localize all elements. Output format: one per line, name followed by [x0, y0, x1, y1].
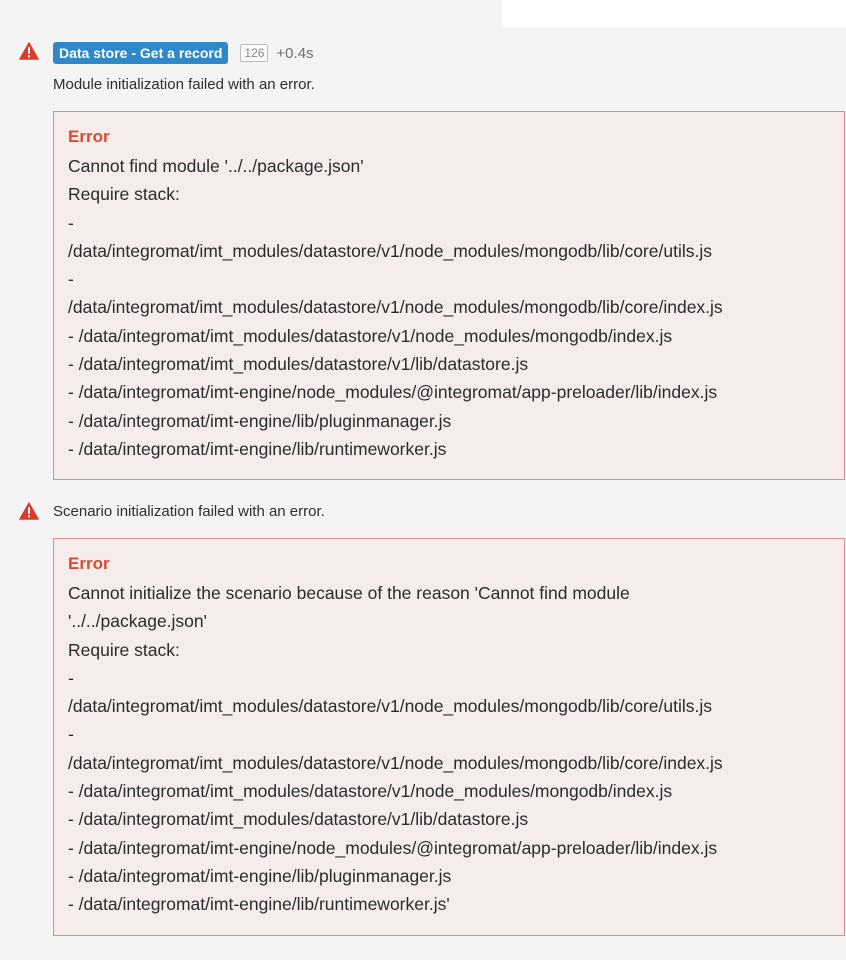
error-line: - /data/integromat/imt-engine/lib/runtimeworker.js [68, 438, 447, 459]
warning-icon [19, 42, 39, 60]
warning-icon [19, 502, 39, 520]
duration-label: +0.4s [276, 44, 314, 62]
scenario-error-box [53, 538, 845, 936]
module-error-message: Module initialization failed with an error. [53, 76, 315, 93]
module-name-badge[interactable]: Data store - Get a record [53, 42, 228, 64]
error-line: - /data/integromat/imt-engine/lib/pluginmanager.js [68, 865, 452, 886]
error-line: /data/integromat/imt_modules/datastore/v1/node_modules/mongodb/lib/core/utils.js [68, 696, 712, 717]
error-line: Require stack: [68, 639, 180, 660]
error-line: Cannot initialize the scenario because of the reason 'Cannot find module [68, 583, 630, 603]
error-line: - [68, 667, 74, 688]
error-line: - /data/integromat/imt_modules/datastore/v1/node_modules/mongodb/index.js [68, 781, 673, 802]
error-line: /data/integromat/imt_modules/datastore/v1/node_modules/mongodb/lib/core/index.js [68, 297, 723, 318]
error-line: - /data/integromat/imt-engine/node_modules/@integromat/app-preloader/lib/index.js [68, 382, 718, 403]
error-line: /data/integromat/imt_modules/datastore/v1/node_modules/mongodb/lib/core/utils.js [68, 240, 712, 261]
error-line: Cannot find module '../../package.json' [68, 156, 364, 176]
error-lines [68, 579, 844, 919]
error-title: Error [68, 554, 110, 573]
module-error-box [53, 111, 845, 480]
error-line: - [68, 269, 74, 290]
error-line: - /data/integromat/imt_modules/datastore/v1/lib/datastore.js [68, 809, 529, 830]
scenario-error-message: Scenario initialization failed with an error. [53, 503, 325, 520]
module-log-header [53, 41, 314, 65]
error-line: Require stack: [68, 184, 180, 205]
top-blank-area [502, 0, 846, 27]
error-line: - /data/integromat/imt-engine/lib/pluginmanager.js [68, 410, 452, 431]
error-line: '../../package.json' [68, 611, 207, 632]
error-title: Error [68, 127, 110, 146]
error-line: - /data/integromat/imt_modules/datastore/v1/node_modules/mongodb/index.js [68, 325, 673, 346]
error-line: - /data/integromat/imt-engine/lib/runtimeworker.js' [68, 894, 450, 915]
error-line: - [68, 724, 74, 745]
error-line: - /data/integromat/imt-engine/node_modules/@integromat/app-preloader/lib/index.js [68, 837, 718, 858]
error-lines [68, 152, 844, 463]
operation-count: 126 [240, 44, 268, 62]
error-line: - [68, 212, 74, 233]
error-line: - /data/integromat/imt_modules/datastore/v1/lib/datastore.js [68, 354, 529, 375]
error-line: /data/integromat/imt_modules/datastore/v1/node_modules/mongodb/lib/core/index.js [68, 752, 723, 773]
